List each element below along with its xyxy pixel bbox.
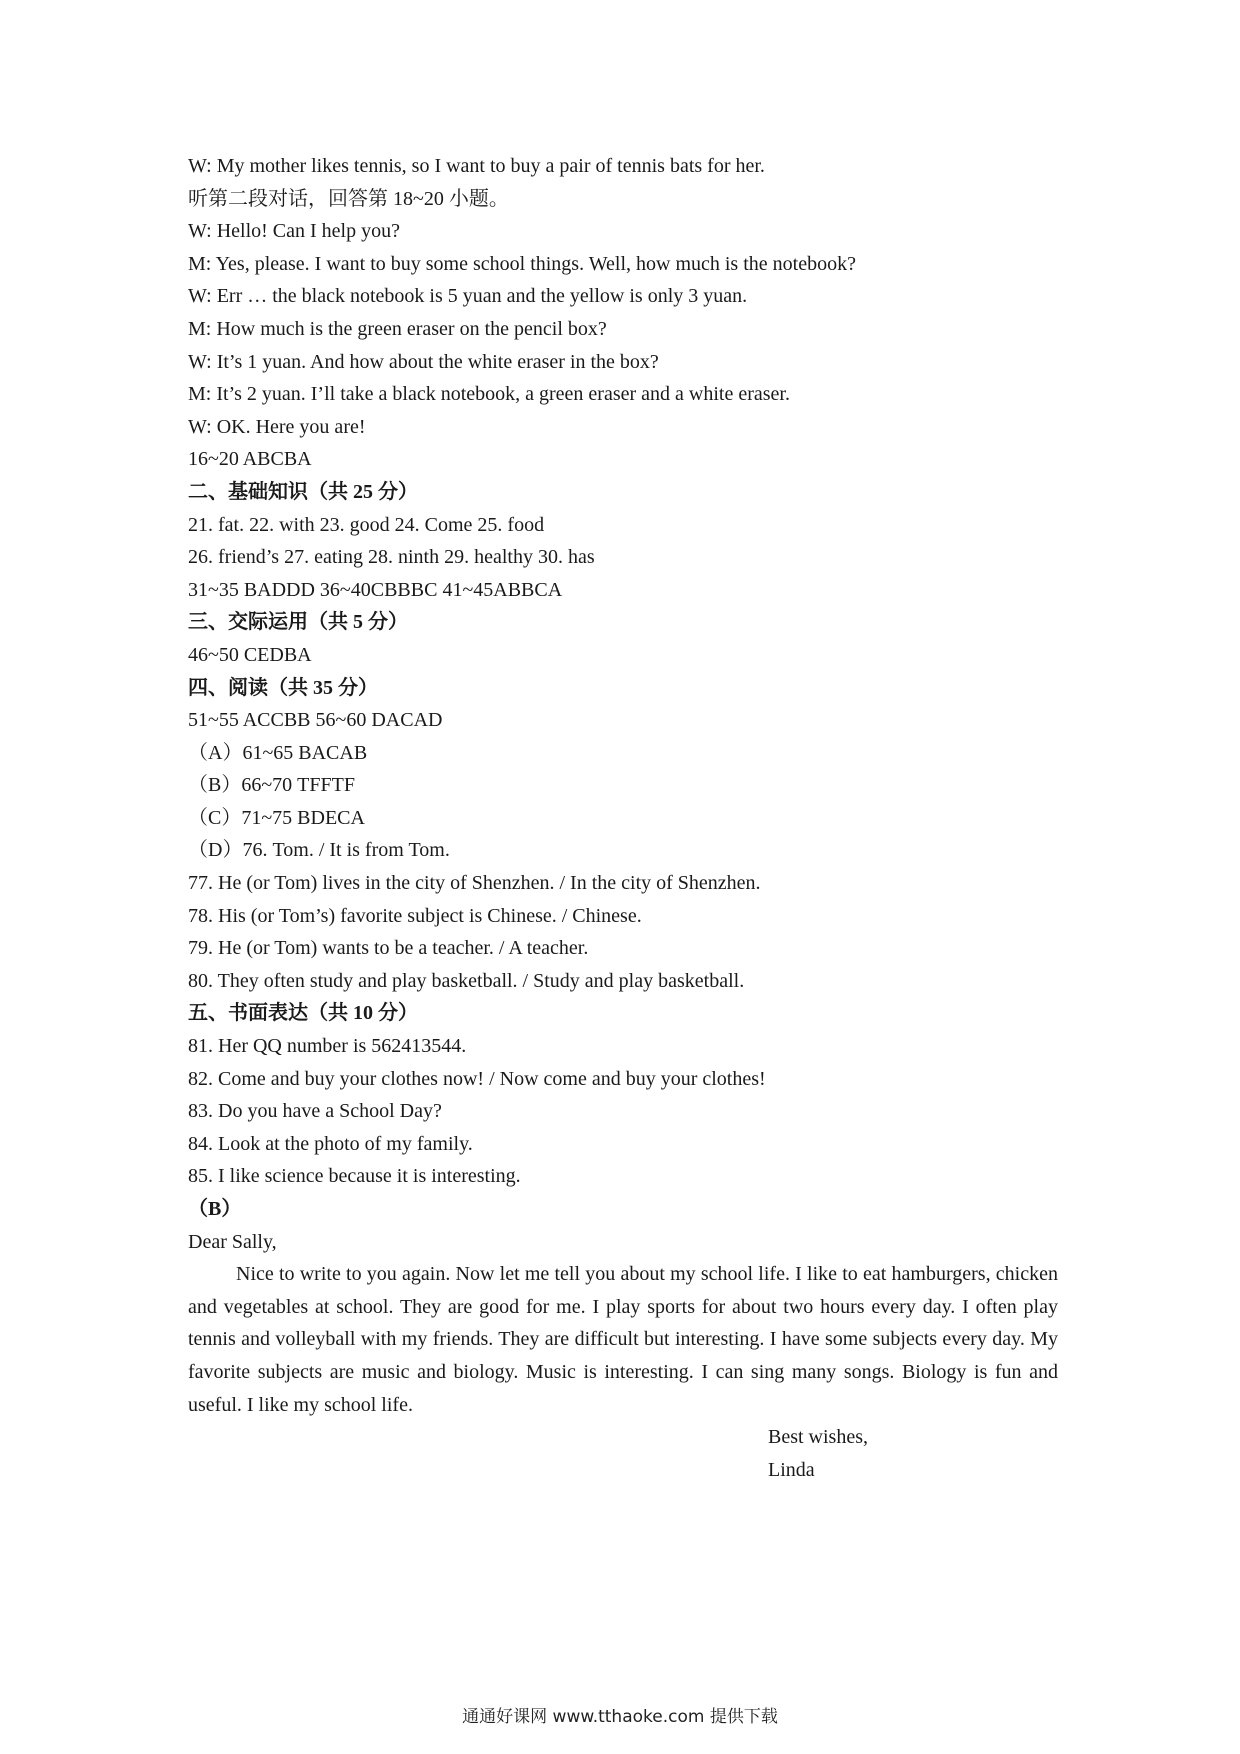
answer-line: 80. They often study and play basketball. / Study and play basketball.	[188, 969, 745, 992]
page-footer: 通通好课网 www.tthaoke.com 提供下载	[462, 1707, 778, 1727]
answer-line: Dear Sally,	[188, 1230, 277, 1253]
section-heading: 三、交际运用（共 5 分）	[188, 611, 408, 634]
answer-line: （A）61~65 BACAB	[188, 741, 368, 764]
letter-closing: Best wishes,	[768, 1426, 868, 1449]
section-heading: 四、阅读（共 35 分）	[188, 676, 378, 699]
section-heading: 五、书面表达（共 10 分）	[188, 1002, 418, 1025]
answer-line: 83. Do you have a School Day?	[188, 1100, 442, 1123]
answer-line: 82. Come and buy your clothes now! / Now come and buy your clothes!	[188, 1067, 766, 1090]
answer-line: 21. fat. 22. with 23. good 24. Come 25. food	[188, 513, 545, 536]
answer-lines	[188, 150, 1058, 1258]
answer-line: M: How much is the green eraser on the pencil box?	[188, 317, 607, 340]
letter-signature: Linda	[768, 1458, 815, 1481]
answer-line: 85. I like science because it is interesting.	[188, 1165, 521, 1188]
answer-line: W: My mother likes tennis, so I want to buy a pair of tennis bats for her.	[188, 155, 765, 177]
answer-line: （C）71~75 BDECA	[188, 806, 365, 829]
answer-line: （B）66~70 TFFTF	[188, 774, 355, 797]
answer-line: 51~55 ACCBB 56~60 DACAD	[188, 709, 443, 732]
answer-line: 78. His (or Tom’s) favorite subject is Chinese. / Chinese.	[188, 904, 642, 927]
answer-line: 84. Look at the photo of my family.	[188, 1132, 473, 1155]
answer-line: 26. friend’s 27. eating 28. ninth 29. healthy 30. has	[188, 546, 595, 569]
answer-line: 16~20 ABCBA	[188, 448, 312, 471]
answer-line: 79. He (or Tom) wants to be a teacher. / A teacher.	[188, 937, 589, 960]
letter-body: Nice to write to you again. Now let me tell you about my school life. I like to eat hamburgers, chicken and vegetables at school. They are good for me. I play sports for about two hours every day. I often play tennis and volleyball with my friends. They are difficult but interesting. I have some subjects every day. My favorite subjects are music and biology. Music is interesting. I can sing many songs. Biology is fun and useful. I like my school life.	[188, 1263, 1058, 1416]
answer-line: 81. Her QQ number is 562413544.	[188, 1035, 467, 1058]
section-heading: 二、基础知识（共 25 分）	[188, 480, 418, 503]
answer-line: 31~35 BADDD 36~40CBBBC 41~45ABBCA	[188, 578, 563, 601]
answer-line: W: OK. Here you are!	[188, 415, 366, 438]
section-heading: （B）	[188, 1198, 242, 1220]
answer-line: 77. He (or Tom) lives in the city of Shenzhen. / In the city of Shenzhen.	[188, 872, 761, 895]
answer-line: 46~50 CEDBA	[188, 643, 312, 666]
answer-line: M: It’s 2 yuan. I’ll take a black notebook, a green eraser and a white eraser.	[188, 383, 790, 406]
answer-document	[188, 150, 1058, 1486]
answer-line: W: Err … the black notebook is 5 yuan and the yellow is only 3 yuan.	[188, 285, 748, 308]
answer-line: W: Hello! Can I help you?	[188, 220, 400, 243]
answer-line: （D）76. Tom. / It is from Tom.	[188, 839, 450, 862]
answer-line: 听第二段对话，回答第 18~20 小题。	[188, 187, 509, 210]
answer-line: W: It’s 1 yuan. And how about the white eraser in the box?	[188, 350, 659, 373]
answer-line: M: Yes, please. I want to buy some school things. Well, how much is the notebook?	[188, 252, 856, 275]
